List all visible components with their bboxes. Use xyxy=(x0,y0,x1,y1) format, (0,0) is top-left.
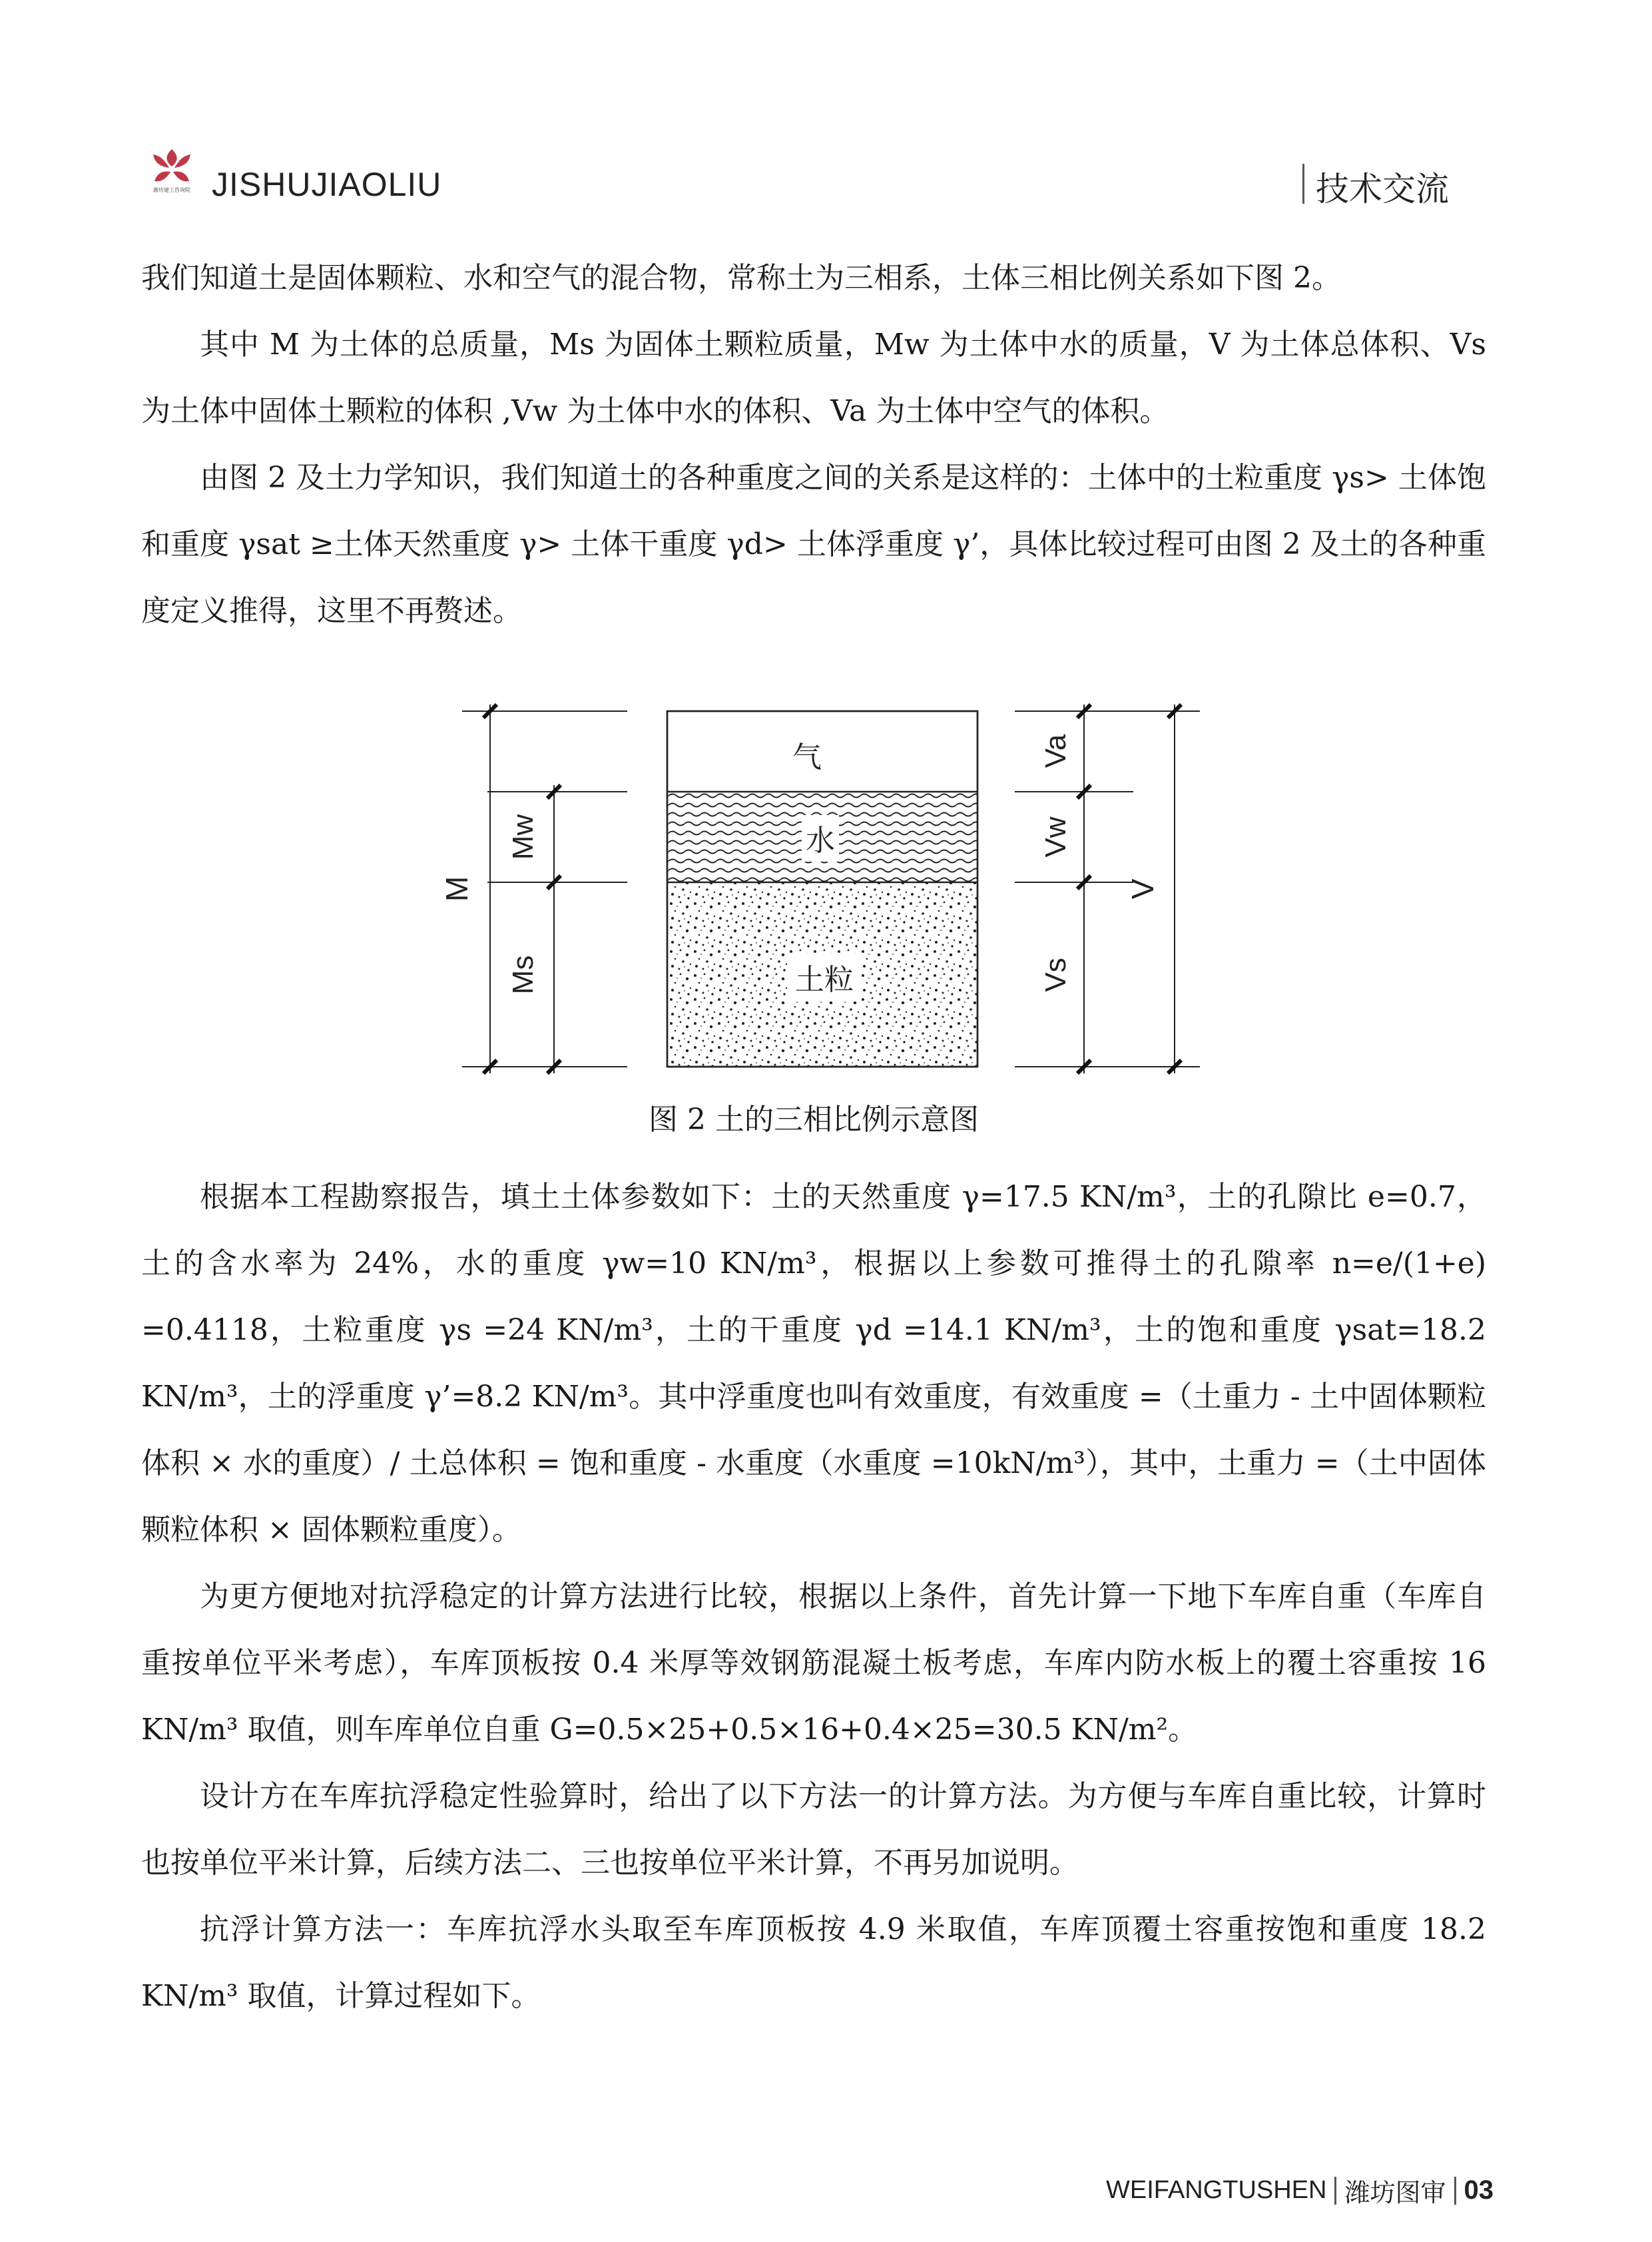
paragraph-4: 根据本工程勘察报告，填土土体参数如下：土的天然重度 γ=17.5 KN/m³，土的孔隙比 e=0.7，土的含水率为 24%，水的重度 γw=10 KN/m³，根据以上参数可推得土的孔隙率 n=e/(1+e) =0.4118，土粒重度 γs =24 KN/m³，土的干重度 γd =14.1 KN/m³，土的饱和重度 γsat=18.2 KN/m³，土的浮重度 γ’=8.2 KN/m³。其中浮重度也叫有效重度，有效重度 =（土重力 - 土中固体颗粒体积 × 水的重度）/ 土总体积 = 饱和重度 - 水重度（水重度 =10kN/m³），其中，土重力 =（土中固体颗粒体积 × 固体颗粒重度）。 xyxy=(141,1180,1486,1547)
article-body xyxy=(141,245,1486,2030)
figure-caption: 图 2 土的三相比例示意图 xyxy=(649,1103,979,1137)
paragraph-3: 由图 2 及土力学知识，我们知道土的各种重度之间的关系是这样的：土体中的土粒重度 γs> 土体饱和重度 γsat ≥土体天然重度 γ> 土体干重度 γd> 土体浮重度 γ’，具体比较过程可由图 2 及土的各种重度定义推得，这里不再赘述。 xyxy=(141,461,1486,628)
header-title-cn: 技术交流 xyxy=(1316,170,1449,208)
label-water: 水 xyxy=(806,824,835,858)
paragraph-7: 抗浮计算方法一：车库抗浮水头取至车库顶板按 4.9 米取值，车库顶覆土容重按饱和重度 18.2 KN/m³ 取值，计算过程如下。 xyxy=(141,1912,1486,2013)
footer-divider-2 xyxy=(1454,2177,1456,2205)
footer-name-en: WEIFANGTUSHEN xyxy=(1106,2176,1327,2204)
paragraph-5: 为更方便地对抗浮稳定的计算方法进行比较，根据以上条件，首先计算一下地下车库自重（车库自重按单位平米考虑），车库顶板按 0.4 米厚等效钢筋混凝土板考虑，车库内防水板上的覆土容重按 16 KN/m³ 取值，则车库单位自重 G=0.5×25+0.5×16+0.4×25=30.5 KN/m²。 xyxy=(141,1579,1486,1747)
paragraph-2: 其中 M 为土体的总质量，Ms 为固体土颗粒质量，Mw 为土体中水的质量，V 为土体总体积、Vs 为土体中固体土颗粒的体积 ,Vw 为土体中水的体积、Va 为土体中空气的体积。 xyxy=(141,328,1486,428)
label-Vw: Vw xyxy=(1039,816,1072,858)
label-Ms: Ms xyxy=(507,955,539,995)
page-footer xyxy=(1106,2172,1494,2209)
left-ticks xyxy=(483,704,561,1073)
label-Va: Va xyxy=(1039,734,1072,768)
paragraph-1: 我们知道土是固体颗粒、水和空气的混合物，常称土为三相系，土体三相比例关系如下图 2。 xyxy=(141,261,1341,295)
label-V: V xyxy=(1125,878,1160,900)
left-dimensions xyxy=(462,704,627,1073)
paragraph-6: 设计方在车库抗浮稳定性验算时，给出了以下方法一的计算方法。为方便与车库自重比较，计算时也按单位平米计算，后续方法二、三也按单位平米计算，不再另加说明。 xyxy=(141,1779,1486,1880)
three-phase-diagram xyxy=(141,661,1486,1100)
footer-divider xyxy=(1334,2177,1336,2205)
three-phase-diagram-svg xyxy=(141,661,1486,1100)
label-Mw: Mw xyxy=(507,814,539,860)
phase-box xyxy=(667,711,977,1067)
footer-name-cn: 潍坊图审 xyxy=(1344,2178,1446,2207)
label-Vs: Vs xyxy=(1039,958,1072,992)
header-divider xyxy=(1302,164,1304,204)
label-soil: 土粒 xyxy=(795,963,854,997)
label-air: 气 xyxy=(792,740,822,774)
svg-text:潍坊建工咨询院: 潍坊建工咨询院 xyxy=(153,187,190,193)
header-title-en: JISHUJIAOLIU xyxy=(212,166,442,203)
logo-icon xyxy=(148,145,196,198)
label-M: M xyxy=(439,876,474,902)
page-number: 03 xyxy=(1464,2175,1494,2205)
